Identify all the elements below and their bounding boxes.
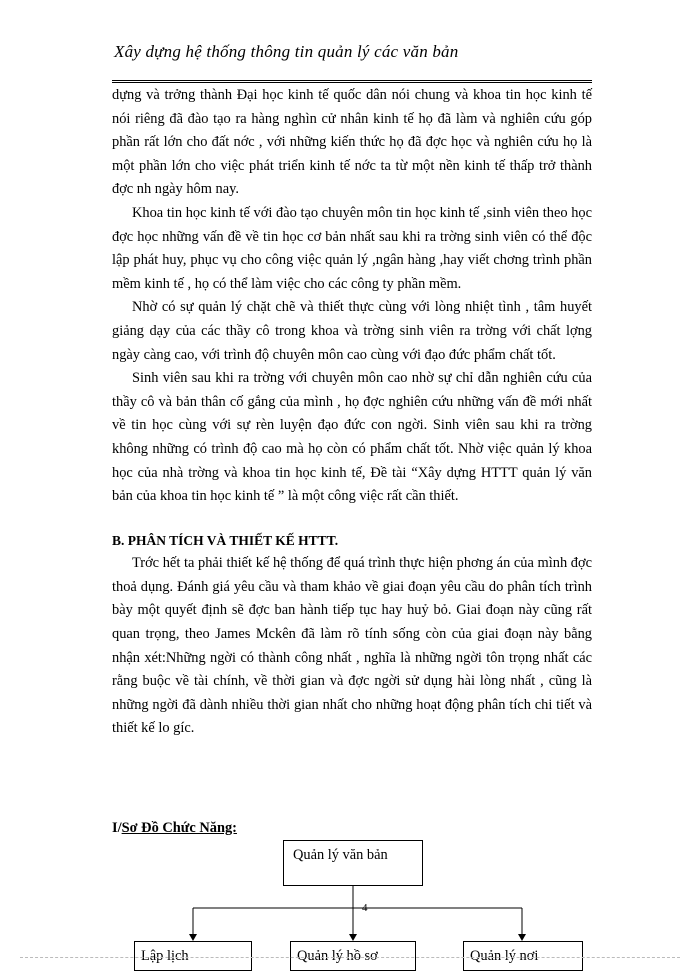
diagram-child-box	[463, 941, 583, 971]
diagram-child-label: Lập lịch	[141, 948, 189, 964]
body-paragraph: Sinh viên sau khi ra trờng với chuyên môn cao nhờ sự chỉ dẫn nghiên cứu của thầy cô và bản thân cố gắng của mình , họ đợc nghiên cứu những vấn đề mới nhất về tin học cùng với sự rèn luyện đạo đức con ngời. Sinh viên sau khi ra trờng không những có trình độ cao mà họ còn có phẩm chất tốt. Nhờ việc quản lý khoa học của nhà trờng và khoa tin học kinh tế, Đề tài “Xây dựng HTTT quản lý văn bản của khoa tin học kinh tế ” là một công việc rất cần thiết.	[112, 370, 592, 505]
arrow-left-icon	[189, 934, 197, 941]
body-paragraph: Khoa tin học kinh tế với đào tạo chuyên môn tin học kinh tế ,sinh viên theo học đợc học những vấn đề về tin học cơ bản nhất sau khi ra trờng sinh viên có thể độc lập phát huy, phục vụ cho công việc quản lý ,ngân hàng ,hay viết chơng trình phần mềm kinh tế , họ có thể làm việc cho các công ty phần mềm.	[112, 204, 592, 292]
arrow-middle-icon	[349, 934, 357, 941]
body-paragraph: Nhờ có sự quản lý chặt chẽ và thiết thực cùng với lòng nhiệt tình , tâm huyết giảng dạy của các thầy cô trong khoa và trờng sinh viên ra trờng với chất lợng ngày càng cao, với trình độ chuyên môn cao cùng với đạo đức phẩm chất tốt.	[112, 299, 592, 363]
footer-divider	[20, 957, 680, 958]
body-paragraph: dựng và trởng thành Đại học kinh tế quốc dân nói chung và khoa tin học kinh tế nói riêng đã đào tạo ra hàng nghìn cử nhân kinh tế họ đã làm và nghiên cứu góp phần rất lớn cho đất nớc , với những kiến thức họ đã đợc học và nghiên cứu họ là một phần lớn cho việc phát triển kinh tế nớc ta từ một nền kinh tế thấp trở thành đợc nh ngày hôm nay.	[112, 87, 592, 198]
diagram-root-box	[283, 840, 423, 886]
arrow-right-icon	[518, 934, 526, 941]
diagram-child-box	[290, 941, 416, 971]
body-paragraph: Trớc hết ta phải thiết kế hệ thống để quá trình thực hiện phơng án của mình đợc thoả dụng. Đánh giá yêu cầu và tham khảo về giai đoạn yêu cầu do phân tích trình bày một quyết định sẽ đợc ban hành tiếp tục hay huỷ bỏ. Giai đoạn này cũng rất quan trọng, theo James Mckên đã làm rõ tính sống còn của giai đoạn này bằng nhận xét:Những ngời có thành công nhất , nghĩa là những ngời tôn trọng nhất các rằng buộc về tài chính, về thời gian và đợc ngời sử dụng hài lòng nhất , cũng là những ngời đã dành nhiều thời gian nhất cho những hoạt động phân tích chi tiết và thiết kế lo gíc.	[112, 555, 592, 737]
diagram-child-label: Quản lý nơi	[470, 948, 539, 964]
diagram-root-label: Quản lý văn bản	[293, 847, 388, 863]
page-number: 4	[362, 902, 368, 914]
diagram-child-label: Quản lý hồ sơ	[297, 948, 378, 964]
diagram-heading-title: Sơ Đồ Chức Năng:	[121, 820, 237, 836]
diagram-child-box	[134, 941, 252, 971]
header-title: Xây dựng hệ thống thông tin quản lý các văn bản	[114, 42, 459, 61]
section-b-heading: B. PHÂN TÍCH VÀ THIẾT KẾ HTTT.	[112, 532, 339, 548]
diagram-heading-prefix: I/	[112, 820, 122, 836]
